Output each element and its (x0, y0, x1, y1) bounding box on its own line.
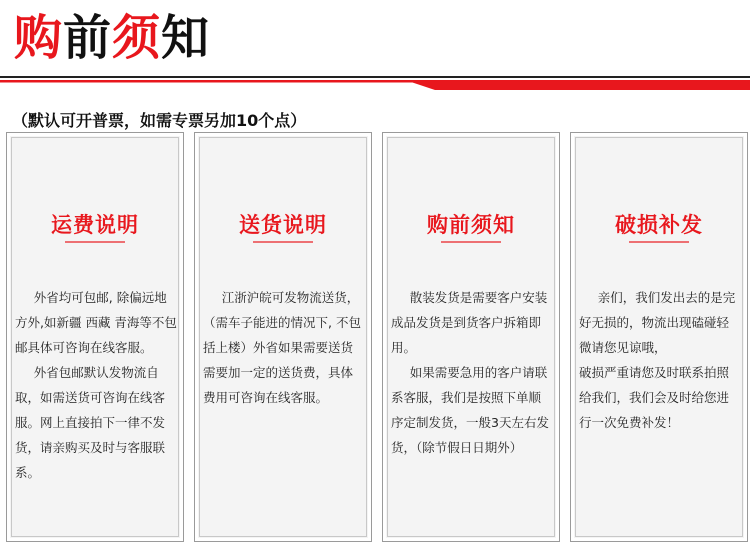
title-char-2: 前 (63, 10, 113, 66)
card-body (391, 285, 553, 460)
card-body (203, 285, 365, 410)
card-title: 运费说明 (51, 213, 139, 237)
card-paragraph: 外省包邮默认发物流自取，如需送货可咨询在线客服。网上直接拍下一律不发货，请亲购买及时与客服联系。 (15, 365, 166, 480)
info-cards (6, 132, 746, 546)
title-underline (629, 241, 689, 243)
title-char-3: 须 (112, 10, 162, 66)
divider-black (0, 76, 750, 78)
card-paragraph: 如果需要急用的客户请联系客服，我们是按照下单顺序定制发货，一般3天左右发货，（除节假日日期外） (391, 365, 549, 455)
title-char-4: 知 (161, 10, 211, 66)
divider-red (0, 80, 750, 90)
card-pre-purchase (382, 132, 560, 542)
header (0, 0, 750, 95)
title-underline (441, 241, 501, 243)
card-title: 送货说明 (239, 213, 327, 237)
card-title: 破损补发 (615, 213, 703, 237)
card-title: 购前须知 (427, 213, 515, 237)
card-paragraph: 江浙沪皖可发物流送货，（需车子能进的情况下, 不包括上楼）外省如果需要送货需要加一定的送货费，具体费用可咨询在线客服。 (203, 290, 361, 405)
title-underline (65, 241, 125, 243)
title-underline (253, 241, 313, 243)
invoice-notice: （默认可开普票，如需专票另加10个点） (12, 111, 307, 130)
card-paragraph: 散装发货是需要客户安装成品发货是到货客户拆箱即用。 (391, 290, 548, 355)
card-paragraph: 亲们，我们发出去的是完好无损的，物流出现磕碰轻微请您见谅哦， (579, 290, 736, 355)
card-shipping-fee (6, 132, 184, 542)
card-paragraph: 破损严重请您及时联系拍照给我们，我们会及时给您进行一次免费补发！ (579, 365, 730, 430)
card-paragraph: 外省均可包邮, 除偏远地方外,如新疆 西藏 青海等不包邮具体可咨询在线客服。 (15, 290, 177, 355)
card-body (15, 285, 177, 485)
card-delivery (194, 132, 372, 542)
card-damage-reship (570, 132, 748, 542)
page-title (14, 6, 210, 70)
card-body (579, 285, 741, 435)
title-char-1: 购 (14, 10, 64, 66)
